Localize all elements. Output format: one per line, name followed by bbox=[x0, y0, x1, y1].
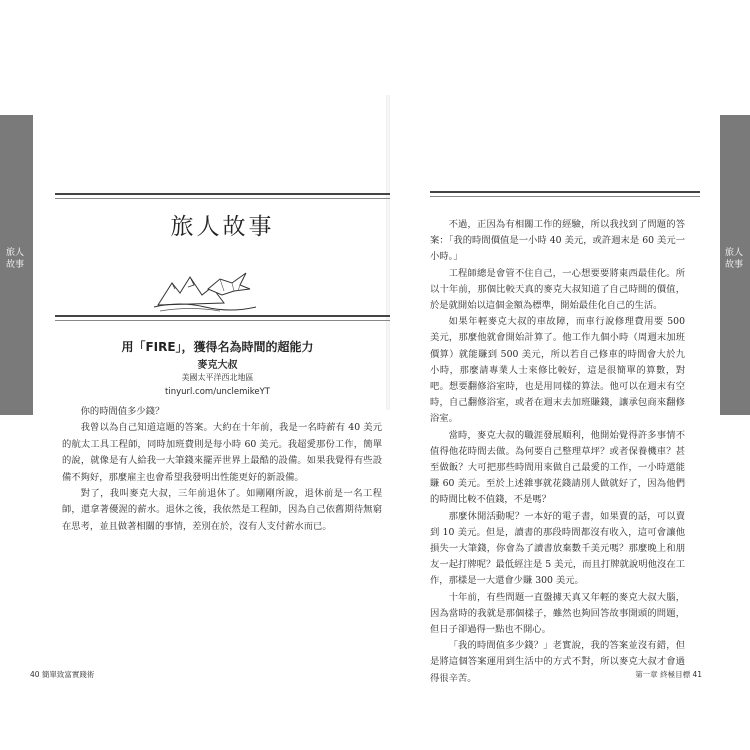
landscape-illustration bbox=[150, 265, 260, 315]
book-gutter bbox=[386, 95, 390, 410]
right-body-text bbox=[430, 217, 685, 687]
right-paragraph: 工程師總是會管不住自己，一心想要要將東西最佳化。所以十年前，那個比較天真的麥克大叔知道了自己時間的價值，於是就開始以這個金額為標準，開始最佳化自己的生活。 bbox=[430, 267, 685, 312]
section-title: 旅人故事 bbox=[170, 214, 275, 240]
left-side-tab bbox=[0, 115, 33, 415]
right-side-tab bbox=[720, 115, 750, 415]
right-paragraph: 「我的時間值多少錢？」老實說，我的答案並沒有錯，但是將這個答案運用到生活中的方式不對，所以麥克大叔才會過得很辛苦。 bbox=[430, 640, 685, 684]
right-page-footer: 第一章 終極目標 41 bbox=[635, 670, 702, 679]
left-paragraph: 我曾以為自己知道這題的答案。大約在十年前，我是一名時薪有 40 美元的航太工具工程師，同時加班費則是每小時 60 美元。我超愛那份工作，簡單的說，就像是有人給我一大筆錢來擺弄世界上最酷的設備。如果我覺得有些設備不夠好，那麼雇主也會希望我發明出性能更好的新設備。 bbox=[62, 422, 382, 483]
right-paragraph: 不過，正因為有相關工作的經驗，所以我找到了問題的答案：「我的時間價值是一小時 40 美元，或許週末是 60 美元一小時。」 bbox=[430, 219, 685, 263]
left-mid-rule bbox=[55, 315, 390, 324]
right-paragraph: 如果年輕麥克大叔的車故障，而車行說修理費用要 500 美元，那麼他就會開始計算了。他工作九個小時（周週末加班價算）就能賺到 500 美元，所以若自己修車的時間會大於九小時，那麼請專業人士來修比較好，這是很簡單的算數，對吧。想要翻修浴室時，也是用同樣的算法。他可以在週末有空時，自己翻修浴室，或者在週末去加班賺錢，讓承包商來翻修浴室。 bbox=[430, 316, 685, 425]
left-paragraph: 對了，我叫麥克大叔，三年前退休了。如剛剛所說，退休前是一名工程師，還拿著優渥的薪水。退休之後，我依然是工程師，因為自己依舊期待無窮在思考，並且做著相關的事情，差別在於，沒有人支付薪水而已。 bbox=[62, 488, 382, 532]
left-top-rule bbox=[55, 193, 390, 202]
right-paragraph: 十年前，有些問題一直盤據天真又年輕的麥克大叔大腦，因為當時的我就是那個樣子，雖然也夠回答故事開頭的問題，但日子卻過得一點也不開心。 bbox=[430, 591, 685, 636]
right-paragraph: 當時，麥克大叔的職涯發展順利，他開始覺得許多事情不值得他花時間去做。為何要自己整理草坪？或者保養機車？甚至做飯？大可把那些時間用來做自己最愛的工作，一小時還能賺 60 美元。至於上述雜事就花錢請別人做就好了，因為他們的時間比較不值錢，不是嗎？ bbox=[430, 429, 685, 506]
right-paragraph: 那麼休閒活動呢？一本好的電子書，如果賣的話，可以賣到 10 美元。但是，讀書的那段時間都沒有收入，這可會讓他損失一大筆錢，你會為了讀書放棄數千美元嗎？那麼晚上和朋友一起打牌呢？最低經注是 5 美元，而且打牌就說明他沒在工作，那樣是一大還會少賺 300 美元。 bbox=[430, 510, 685, 587]
author-location: 美國太平洋西北地區 bbox=[181, 373, 254, 382]
right-side-tab-label: 旅人故事 bbox=[724, 248, 743, 270]
left-page-footer: 40 簡單致富實踐術 bbox=[30, 670, 95, 679]
left-body-text bbox=[62, 404, 382, 535]
story-subtitle: 用「FIRE」，獲得名為時間的超能力 bbox=[121, 340, 314, 354]
left-side-tab-label: 旅人故事 bbox=[5, 248, 24, 270]
author-url: tinyurl.com/unclemikeYT bbox=[165, 387, 270, 397]
right-top-rule bbox=[430, 191, 700, 200]
author-name: 麥克大叔 bbox=[197, 360, 238, 371]
left-paragraph: 你的時間值多少錢？ bbox=[80, 406, 165, 417]
